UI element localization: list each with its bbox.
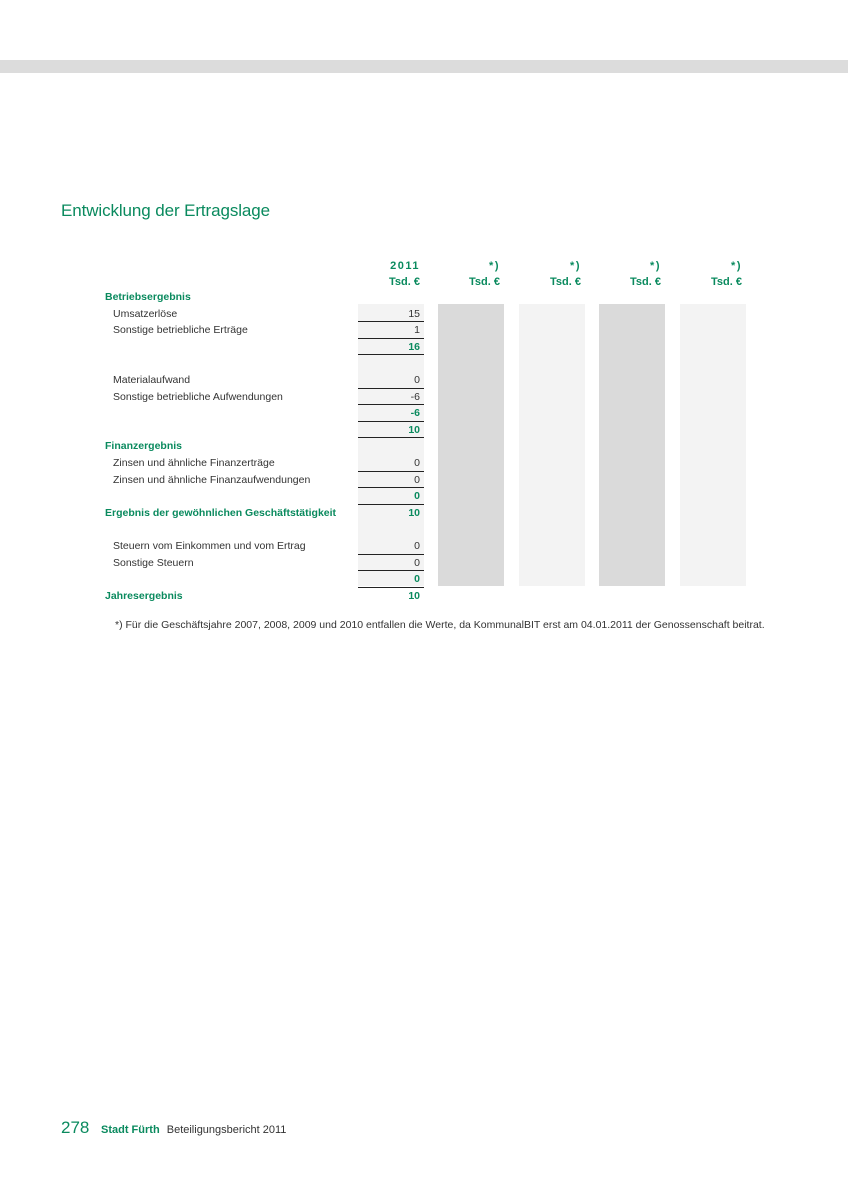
column-year: *) <box>650 260 661 272</box>
row-label: Jahresergebnis <box>105 589 183 602</box>
row-value: -6 <box>410 390 420 403</box>
column-year: *) <box>489 260 500 272</box>
table-subtotal-row <box>0 488 848 505</box>
row-value: 16 <box>408 340 420 353</box>
column-header-2 <box>438 259 500 289</box>
column-unit: Tsd. € <box>469 276 500 288</box>
table-section-row <box>0 588 848 605</box>
row-label: Zinsen und ähnliche Finanzaufwendungen <box>113 473 311 486</box>
row-label: Steuern vom Einkommen und vom Ertrag <box>113 540 306 552</box>
row-value: 0 <box>414 540 420 552</box>
row-label: Umsatzerlöse <box>113 307 178 320</box>
table-row <box>0 372 848 389</box>
row-label: Ergebnis der gewöhnlichen Geschäftstätigkeit <box>105 506 337 519</box>
row-value: 1 <box>414 324 420 337</box>
table-row <box>0 389 848 406</box>
column-unit: Tsd. € <box>550 276 581 288</box>
table-row <box>0 455 848 472</box>
column-unit: Tsd. € <box>711 276 742 288</box>
table-row <box>0 521 848 538</box>
footnote: *) Für die Geschäftsjahre 2007, 2008, 2009 und 2010 entfallen die Werte, da KommunalBIT erst am 04.01.2011 der Genossenschaft beitrat. <box>115 619 765 631</box>
row-label: Sonstige betriebliche Aufwendungen <box>113 390 283 403</box>
table-row <box>0 355 848 372</box>
row-value: 0 <box>414 457 420 469</box>
table-row <box>0 306 848 323</box>
column-year: *) <box>731 260 742 272</box>
row-value: 0 <box>414 473 420 486</box>
row-label: Betriebsergebnis <box>105 291 191 303</box>
table-subtotal-row <box>0 571 848 588</box>
row-value: 0 <box>414 556 420 569</box>
row-value: 0 <box>414 490 420 503</box>
footer-text <box>101 1124 286 1136</box>
page-title: Entwicklung der Ertragslage <box>61 201 270 220</box>
column-header-3 <box>519 259 581 289</box>
column-unit: Tsd. € <box>630 276 661 288</box>
column-year: 2011 <box>390 260 420 272</box>
table-section-row <box>0 438 848 455</box>
row-label: Materialaufwand <box>113 374 191 386</box>
top-bar <box>0 60 848 73</box>
table-row <box>0 538 848 555</box>
row-value: 0 <box>414 374 420 386</box>
column-header-5 <box>680 259 742 289</box>
column-header-4 <box>599 259 661 289</box>
row-value: -6 <box>410 407 420 420</box>
footer-title: Beteiligungsbericht 2011 <box>166 1124 287 1136</box>
table-row <box>0 555 848 572</box>
row-label: Sonstige betriebliche Erträge <box>113 324 248 337</box>
row-label: Sonstige Steuern <box>113 556 194 569</box>
table-subtotal-row <box>0 339 848 356</box>
row-value: 10 <box>408 589 420 602</box>
table-row <box>0 322 848 339</box>
row-value: 15 <box>408 307 420 320</box>
table-row <box>0 472 848 489</box>
table-subtotal-row <box>0 405 848 422</box>
row-value: 10 <box>408 423 420 436</box>
column-year: *) <box>570 260 581 272</box>
row-label: Finanzergebnis <box>105 440 183 453</box>
row-label: Zinsen und ähnliche Finanzerträge <box>113 457 275 469</box>
row-value: 0 <box>414 573 420 586</box>
row-value: 10 <box>408 506 420 519</box>
table-section-row <box>0 289 848 306</box>
page-number: 278 <box>61 1118 90 1137</box>
table-section-row <box>0 505 848 522</box>
column-unit: Tsd. € <box>389 276 420 288</box>
table-subtotal-row <box>0 422 848 439</box>
footer-brand: Stadt Fürth <box>101 1124 160 1136</box>
column-header-1 <box>358 259 420 289</box>
